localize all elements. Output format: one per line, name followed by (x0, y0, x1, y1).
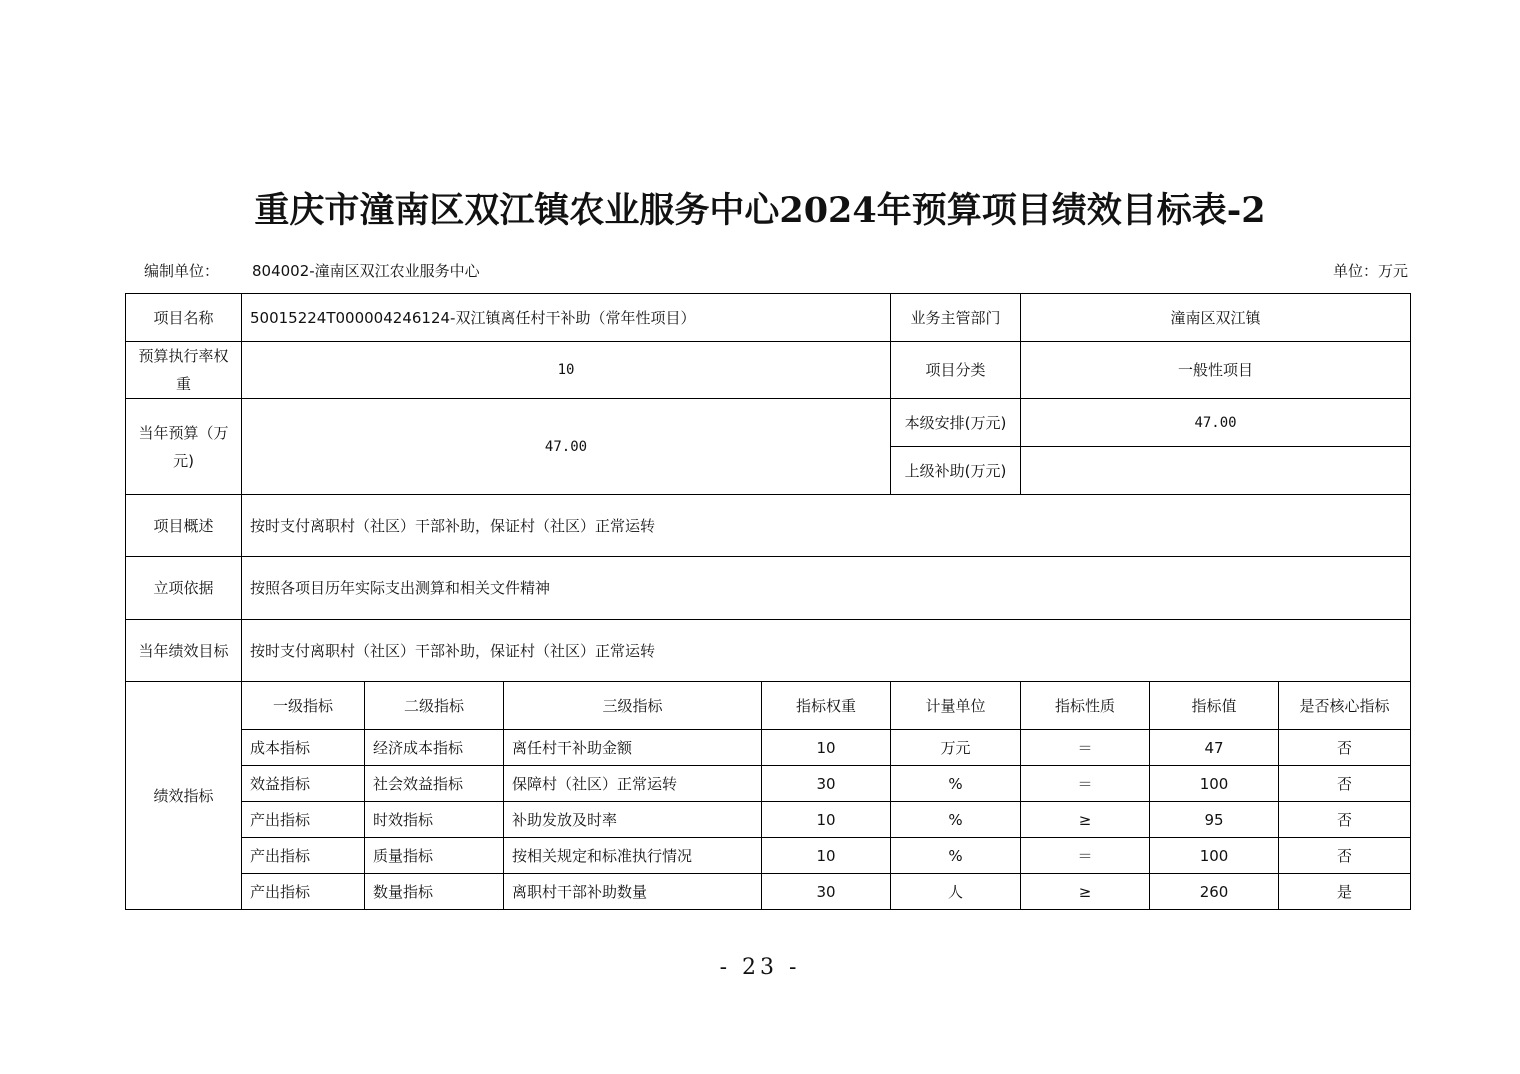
cell-value: 100 (1150, 838, 1279, 874)
row-budget-local (126, 399, 1411, 447)
cell-unit: 人 (891, 874, 1021, 910)
dept-value: 潼南区双江镇 (1021, 294, 1411, 342)
project-name-value: 50015224T000004246124-双江镇离任村干补助（常年性项目） (242, 294, 891, 342)
org-value: 804002-潼南区双江农业服务中心 (252, 262, 480, 280)
cell-unit: % (891, 766, 1021, 802)
goal-value: 按时支付离职村（社区）干部补助，保证村（社区）正常运转 (242, 620, 1411, 682)
cell-level3: 离职村干部补助数量 (504, 874, 762, 910)
local-value: 47.00 (1021, 399, 1411, 447)
exec-rate-label: 预算执行率权重 (126, 342, 242, 399)
header-unit: 计量单位 (891, 682, 1021, 730)
exec-rate-value: 10 (242, 342, 891, 399)
performance-table (125, 293, 1411, 910)
indicator-header-row (126, 682, 1411, 730)
upper-value (1021, 447, 1411, 495)
overview-value: 按时支付离职村（社区）干部补助，保证村（社区）正常运转 (242, 495, 1411, 557)
header-core: 是否核心指标 (1279, 682, 1411, 730)
cell-level2: 数量指标 (365, 874, 504, 910)
cell-level1: 成本指标 (242, 730, 365, 766)
cell-value: 260 (1150, 874, 1279, 910)
cell-nature: ＝ (1021, 838, 1150, 874)
cell-level3: 离任村干补助金额 (504, 730, 762, 766)
cell-weight: 10 (762, 802, 891, 838)
page-title: 重庆市潼南区双江镇农业服务中心2024年预算项目绩效目标表-2 (254, 190, 1266, 231)
basis-value: 按照各项目历年实际支出测算和相关文件精神 (242, 557, 1411, 620)
cell-unit: % (891, 802, 1021, 838)
cell-nature: ＝ (1021, 766, 1150, 802)
row-goal (126, 620, 1411, 682)
cell-level3: 补助发放及时率 (504, 802, 762, 838)
org-label: 编制单位： (144, 262, 220, 280)
local-label: 本级安排(万元) (891, 399, 1021, 447)
cell-level3: 按相关规定和标准执行情况 (504, 838, 762, 874)
cell-weight: 10 (762, 730, 891, 766)
cell-level1: 产出指标 (242, 838, 365, 874)
cell-nature: ≥ (1021, 874, 1150, 910)
row-overview (126, 495, 1411, 557)
cell-nature: ＝ (1021, 730, 1150, 766)
cell-unit: % (891, 838, 1021, 874)
cell-core: 否 (1279, 802, 1411, 838)
row-basis (126, 557, 1411, 620)
header-level3: 三级指标 (504, 682, 762, 730)
cell-level1: 产出指标 (242, 874, 365, 910)
cell-core: 否 (1279, 730, 1411, 766)
cell-unit: 万元 (891, 730, 1021, 766)
header-weight: 指标权重 (762, 682, 891, 730)
cell-weight: 30 (762, 766, 891, 802)
table-row (126, 766, 1411, 802)
header-value: 指标值 (1150, 682, 1279, 730)
unit-label: 单位：万元 (1332, 262, 1408, 280)
upper-label: 上级补助(万元) (891, 447, 1021, 495)
cell-core: 是 (1279, 874, 1411, 910)
overview-label: 项目概述 (126, 495, 242, 557)
cell-value: 47 (1150, 730, 1279, 766)
budget-label: 当年预算（万元) (126, 399, 242, 495)
page-number: - 23 - (719, 955, 801, 980)
cell-weight: 10 (762, 838, 891, 874)
cell-level2: 社会效益指标 (365, 766, 504, 802)
cell-level2: 质量指标 (365, 838, 504, 874)
cell-weight: 30 (762, 874, 891, 910)
cell-level2: 经济成本指标 (365, 730, 504, 766)
table-row (126, 730, 1411, 766)
cell-level1: 效益指标 (242, 766, 365, 802)
cell-core: 否 (1279, 838, 1411, 874)
goal-label: 当年绩效目标 (126, 620, 242, 682)
cell-level1: 产出指标 (242, 802, 365, 838)
row-exec-rate (126, 342, 1411, 399)
header-level1: 一级指标 (242, 682, 365, 730)
cell-core: 否 (1279, 766, 1411, 802)
dept-label: 业务主管部门 (891, 294, 1021, 342)
cell-nature: ≥ (1021, 802, 1150, 838)
cell-value: 95 (1150, 802, 1279, 838)
table-row (126, 802, 1411, 838)
header-level2: 二级指标 (365, 682, 504, 730)
cell-value: 100 (1150, 766, 1279, 802)
category-value: 一般性项目 (1021, 342, 1411, 399)
cell-level2: 时效指标 (365, 802, 504, 838)
category-label: 项目分类 (891, 342, 1021, 399)
project-name-label: 项目名称 (126, 294, 242, 342)
budget-value: 47.00 (242, 399, 891, 495)
table-row (126, 838, 1411, 874)
cell-level3: 保障村（社区）正常运转 (504, 766, 762, 802)
indicators-label: 绩效指标 (126, 682, 242, 910)
basis-label: 立项依据 (126, 557, 242, 620)
row-project-name (126, 294, 1411, 342)
header-nature: 指标性质 (1021, 682, 1150, 730)
table-row (126, 874, 1411, 910)
